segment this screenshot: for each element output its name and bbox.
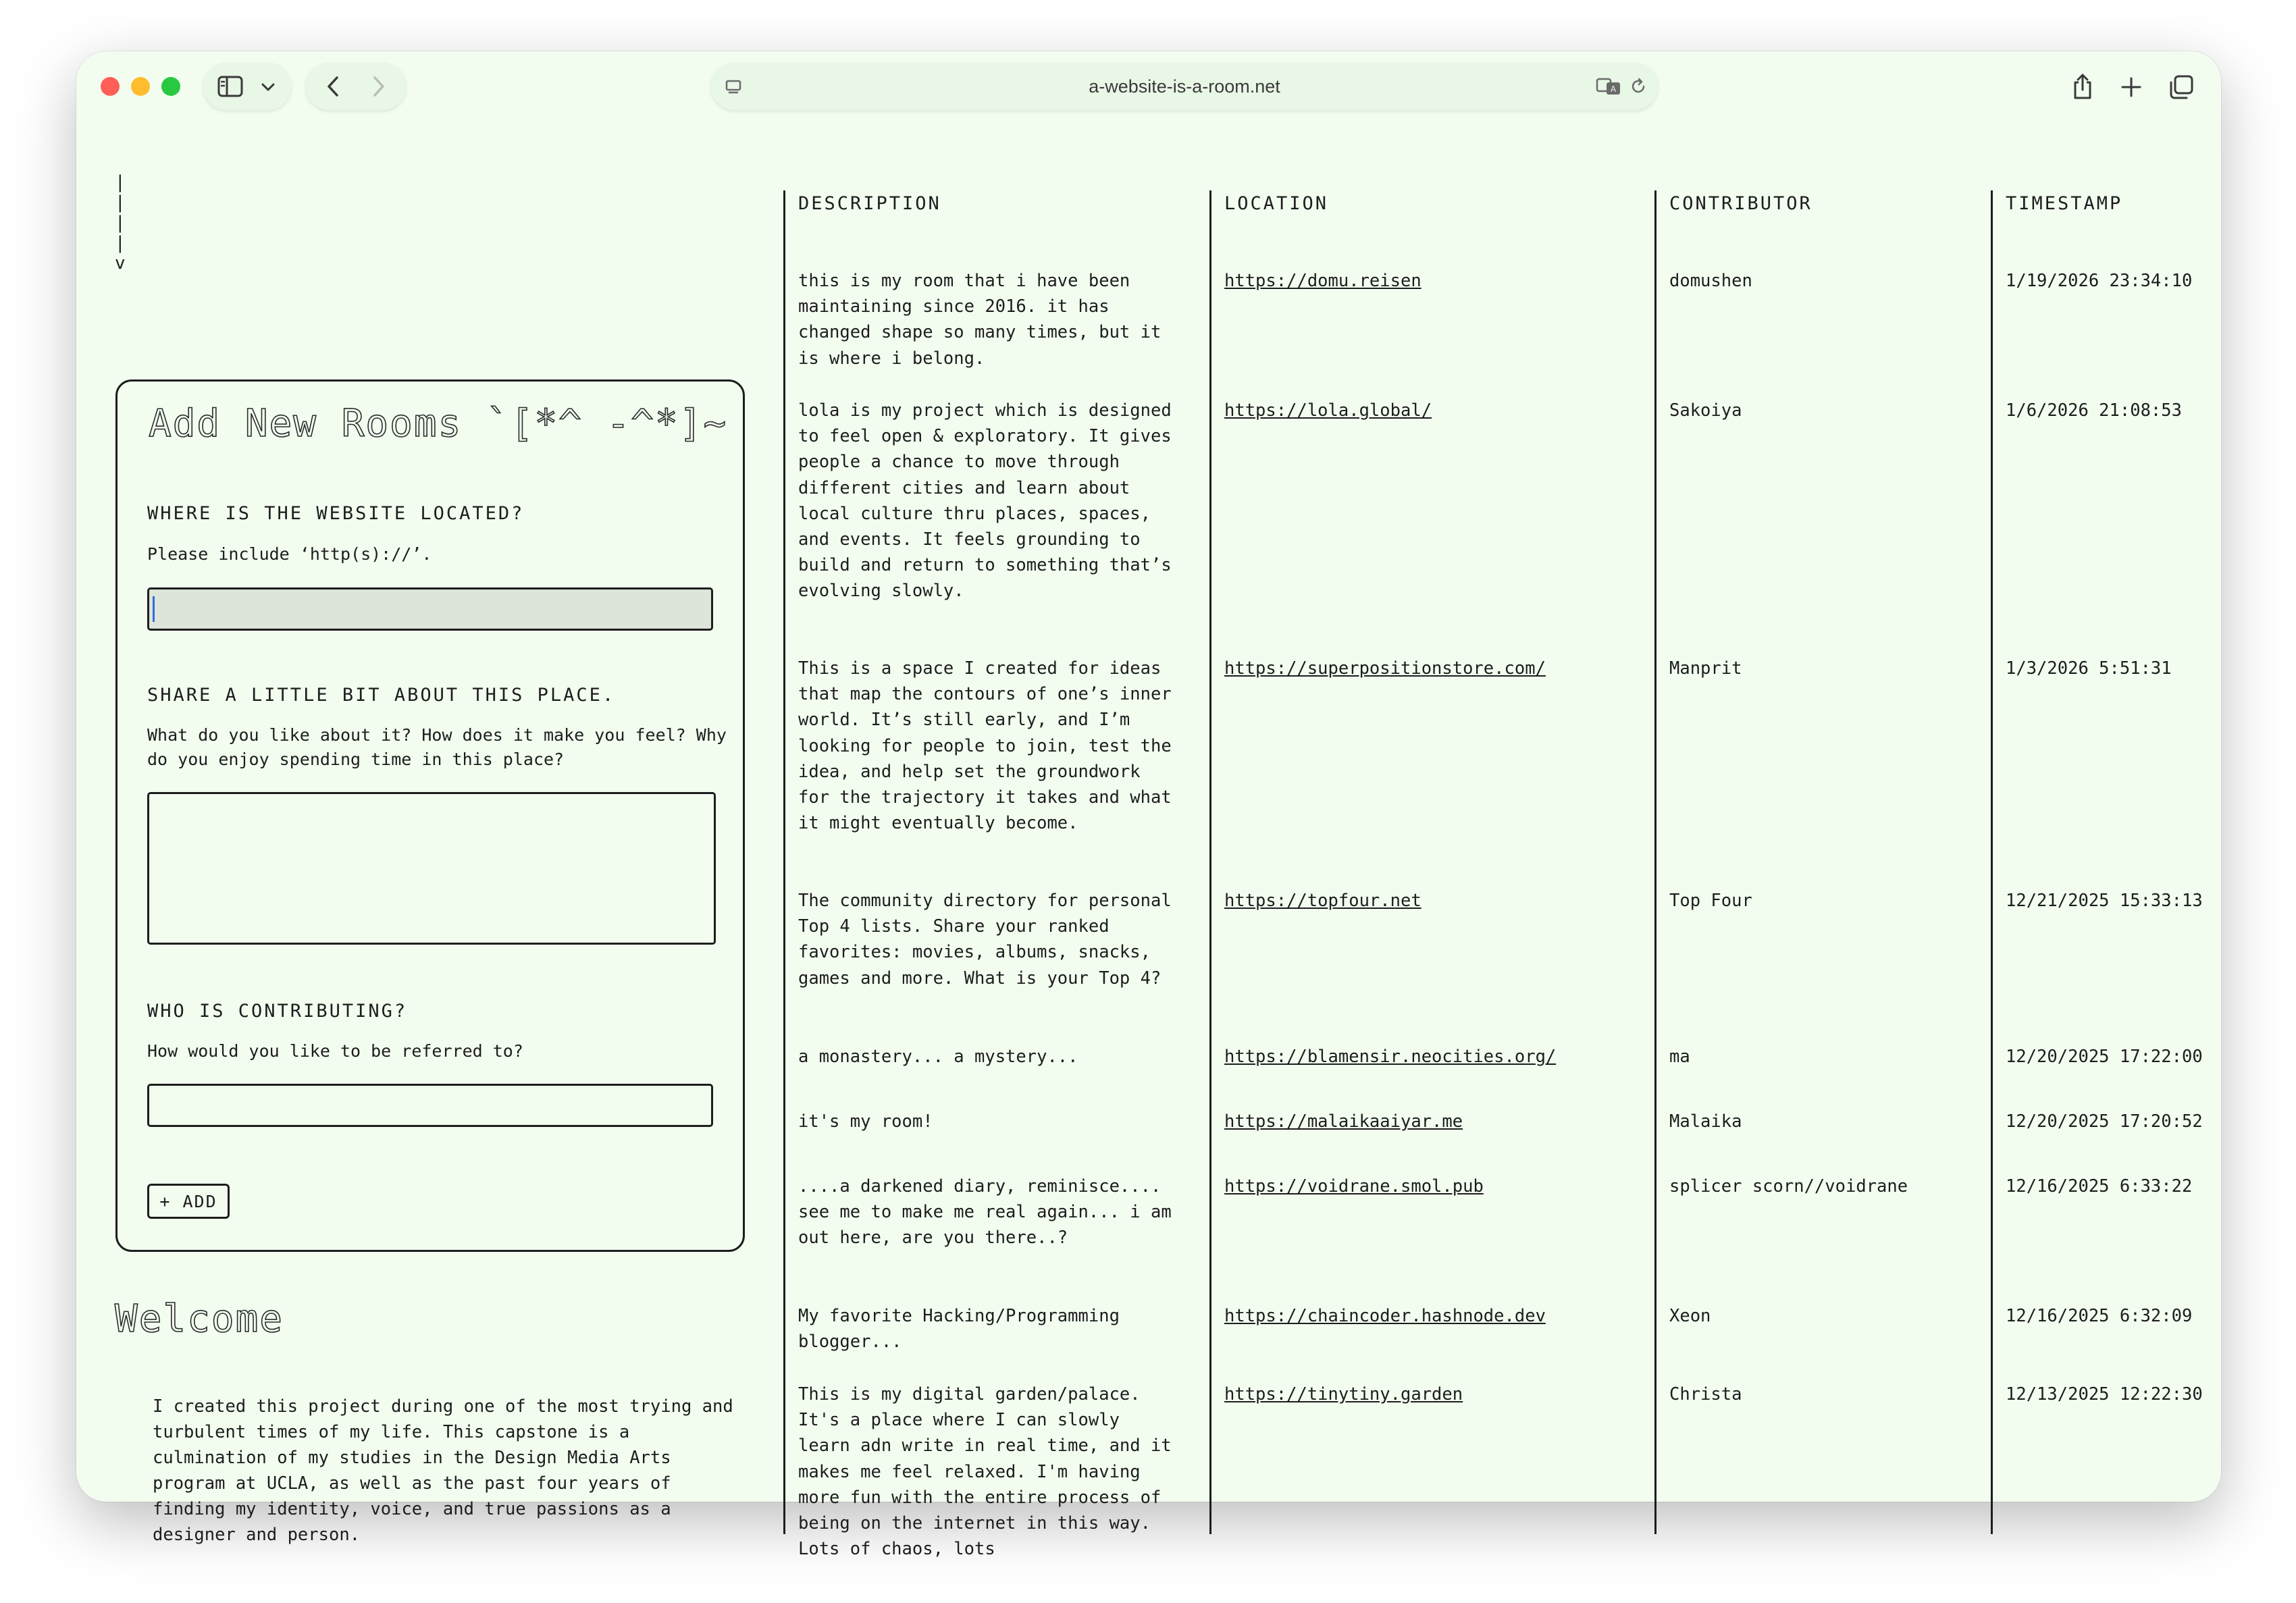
- ascii-down-arrow: | | | | v: [115, 172, 126, 273]
- table-row-contributor: ma: [1669, 1047, 1690, 1067]
- chevron-down-icon[interactable]: [259, 78, 278, 97]
- table-row-description: a monastery... a mystery...: [798, 1047, 1078, 1067]
- table-row-timestamp: 1/6/2026 21:08:53: [2006, 400, 2182, 421]
- table-row-location-link[interactable]: https://tinytiny.garden: [1224, 1384, 1463, 1404]
- table-row-contributor: Christa: [1669, 1384, 1742, 1404]
- browser-toolbar: [76, 51, 2221, 122]
- table-row-contributor: Xeon: [1669, 1306, 1711, 1326]
- table-row-description: it's my room!: [798, 1111, 933, 1132]
- table-row-timestamp: 12/20/2025 17:22:00: [2006, 1047, 2203, 1067]
- table-row-contributor: Top Four: [1669, 891, 1752, 911]
- add-room-form: [115, 379, 745, 1252]
- column-divider: [1209, 190, 1211, 1534]
- table-row-description: The community directory for personal Top 4 lists. Share your ranked favorites: movies, albums, snacks, games and more. What is your Top 4?: [798, 891, 1172, 989]
- share-icon[interactable]: [2069, 72, 2096, 101]
- table-row-timestamp: 12/13/2025 12:22:30: [2006, 1384, 2203, 1404]
- navigation-group: [306, 63, 406, 110]
- column-header-location: LOCATION: [1224, 193, 1329, 214]
- sidebar-toggle-group[interactable]: [203, 63, 291, 110]
- table-row-timestamp: 1/3/2026 5:51:31: [2006, 658, 2172, 679]
- close-window-button[interactable]: [101, 77, 120, 96]
- table-row-contributor: Manprit: [1669, 658, 1742, 679]
- table-row-description: My favorite Hacking/Programming blogger...: [798, 1306, 1120, 1352]
- table-row-location-link[interactable]: https://lola.global/: [1224, 400, 1432, 421]
- add-button[interactable]: + ADD: [147, 1184, 230, 1219]
- table-row-location-link[interactable]: https://malaikaaiyar.me: [1224, 1111, 1463, 1132]
- table-row-contributor: splicer scorn//voidrane: [1669, 1176, 1908, 1197]
- url-text[interactable]: a-website-is-a-room.net: [1089, 76, 1280, 97]
- contributor-question-label: WHO IS CONTRIBUTING?: [147, 1001, 408, 1022]
- column-divider: [1654, 190, 1656, 1534]
- table-row-description: This is my digital garden/palace. It's a place where I can slowly learn adn write in real time, and it makes me feel relaxed. I'm having more fun with the entire process of being on the internet in this way. Lots of chaos, lots: [798, 1384, 1172, 1560]
- svg-text:A: A: [1610, 84, 1617, 94]
- translate-icon[interactable]: [1596, 76, 1623, 97]
- sidebar-icon[interactable]: [217, 74, 244, 99]
- contributor-question-hint: How would you like to be referred to?: [147, 1041, 523, 1061]
- reload-icon[interactable]: [1628, 76, 1648, 97]
- table-row-contributor: domushen: [1669, 271, 1752, 291]
- zoom-window-button[interactable]: [161, 77, 180, 96]
- address-bar[interactable]: [711, 63, 1658, 110]
- column-header-contributor: CONTRIBUTOR: [1669, 193, 1812, 214]
- description-textarea[interactable]: [147, 792, 716, 945]
- column-header-description: DESCRIPTION: [798, 193, 941, 214]
- table-row-location-link[interactable]: https://topfour.net: [1224, 891, 1421, 911]
- location-question-hint: Please include ‘http(s)://’.: [147, 544, 432, 564]
- table-row-location-link[interactable]: https://domu.reisen: [1224, 271, 1421, 291]
- text-caret: [153, 596, 155, 622]
- column-divider: [783, 190, 785, 1534]
- table-row-timestamp: 1/19/2026 23:34:10: [2006, 271, 2193, 291]
- minimize-window-button[interactable]: [131, 77, 150, 96]
- website-url-input[interactable]: [147, 587, 713, 631]
- forward-arrow-icon[interactable]: [367, 74, 391, 99]
- table-row-description: This is a space I created for ideas that map the contours of one’s inner world. It’s still early, and I’m looking for people to join, test the idea, and help set the groundwork for the trajectory it takes and what it might eventually become.: [798, 658, 1172, 834]
- page-content: [76, 122, 2221, 1560]
- table-row-contributor: Sakoiya: [1669, 400, 1742, 421]
- description-question-hint: What do you like about it? How does it make you feel? Why do you enjoy spending time in this place?: [147, 725, 727, 769]
- table-row-contributor: Malaika: [1669, 1111, 1742, 1132]
- welcome-title: Welcome: [115, 1297, 284, 1341]
- column-header-timestamp: TIMESTAMP: [2006, 193, 2123, 214]
- table-row-timestamp: 12/20/2025 17:20:52: [2006, 1111, 2203, 1132]
- column-divider: [1991, 190, 1993, 1534]
- table-row-location-link[interactable]: https://voidrane.smol.pub: [1224, 1176, 1484, 1197]
- table-row-timestamp: 12/16/2025 6:32:09: [2006, 1306, 2193, 1326]
- browser-window: [76, 51, 2221, 1560]
- table-row-description: lola is my project which is designed to feel open & exploratory. It gives people a chance to move through different cities and learn about local culture thru places, spaces, and events. It feels grounding to build and return to something that’s evolving slowly.: [798, 400, 1172, 602]
- table-row-description: ....a darkened diary, reminisce.... see me to make me real again... i am out here, are you there..?: [798, 1176, 1172, 1249]
- welcome-text: I created this project during one of the most trying and turbulent times of my life. This capstone is a culmination of my studies in the Design Media Arts program at UCLA, as well as the past four years of finding my identity, voice, and true passions as a designer and person.: [153, 1396, 733, 1545]
- form-title: Add New Rooms `[*^ -^*]~: [149, 402, 728, 446]
- table-row-timestamp: 12/21/2025 15:33:13: [2006, 891, 2203, 911]
- table-row-location-link[interactable]: https://chaincoder.hashnode.dev: [1224, 1306, 1546, 1326]
- tab-overview-icon[interactable]: [2166, 72, 2196, 102]
- table-row-location-link[interactable]: https://blamensir.neocities.org/: [1224, 1047, 1557, 1067]
- table-row-location-link[interactable]: https://superpositionstore.com/: [1224, 658, 1546, 679]
- back-arrow-icon[interactable]: [321, 74, 345, 99]
- new-tab-icon[interactable]: [2118, 74, 2145, 101]
- table-row-timestamp: 12/16/2025 6:33:22: [2006, 1176, 2193, 1197]
- description-question-label: SHARE A LITTLE BIT ABOUT THIS PLACE.: [147, 685, 616, 706]
- table-row-description: this is my room that i have been maintaining since 2016. it has changed shape so many times, but it is where i belong.: [798, 271, 1162, 369]
- location-question-label: WHERE IS THE WEBSITE LOCATED?: [147, 503, 525, 524]
- contributor-name-input[interactable]: [147, 1084, 713, 1127]
